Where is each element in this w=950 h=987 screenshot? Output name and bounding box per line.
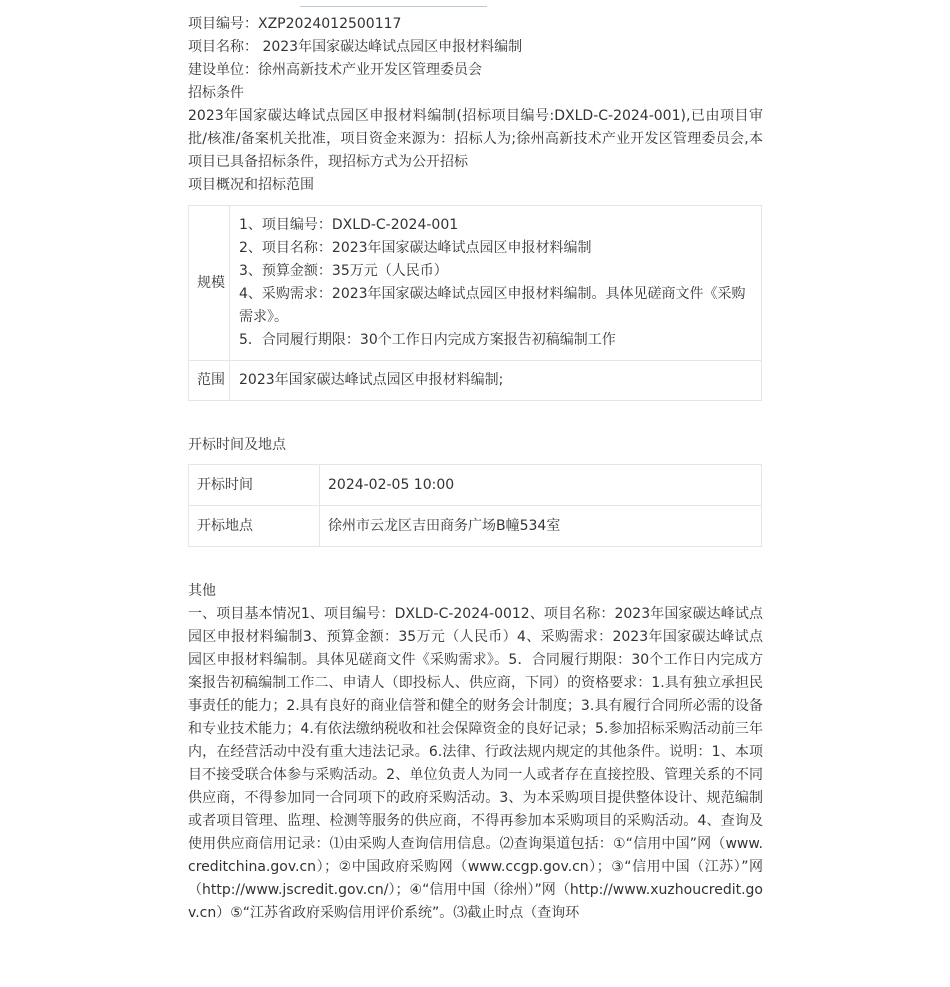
top-divider	[300, 6, 487, 7]
other-text: 一、项目基本情况1、项目编号：DXLD-C-2024-0012、项目名称：2023年国家碳达峰试点园区申报材料编制3、预算金额：35万元（人民币）4、采购需求：2023年国家碳达峰试点园区申报材料编制。具体见磋商文件《采购需求》。5．合同履行期限：30个工作日内完成方案报告初稿编制工作二、申请人（即投标人、供应商，下同）的资格要求：1.具有独立承担民事责任的能力；2.具有良好的商业信誉和健全的财务会计制度；3.具有履行合同所必需的设备和专业技术能力；4.有依法缴纳税收和社会保障资金的良好记录；5.参加招标采购活动前三年内，在经营活动中没有重大违法记录。6.法律、行政法规内规定的其他条件。说明：1、本项目不接受联合体参与采购活动。2、单位负责人为同一人或者存在直接控股、管理关系的不同供应商，不得参加同一合同项下的政府采购活动。3、为本采购项目提供整体设计、规范编制或者项目管理、监理、检测等服务的供应商，不得再参加本采购项目的采购活动。4、查询及使用供应商信用记录：⑴由采购人查询信用信息。⑵查询渠道包括：①“信用中国”网（www.creditchina.gov.cn）；②中国政府采购网（www.ccgp.gov.cn）；③“信用中国（江苏）”网（http://www.jscredit.gov.cn/）；④“信用中国（徐州）”网（http://www.xuzhoucredit.gov.cn）⑤“江苏省政府采购信用评价系统”。⑶截止时点（查询环	[188, 606, 763, 921]
project-number: 项目编号：XZP2024012500117	[188, 16, 402, 32]
project-name: 项目名称： 2023年国家碳达峰试点园区申报材料编制	[188, 39, 523, 55]
bid-opening-title: 开标时间及地点	[188, 437, 286, 453]
range-text: 2023年国家碳达峰试点园区申报材料编制;	[230, 361, 762, 401]
bid-place-value: 徐州市云龙区吉田商务广场B幢534室	[320, 506, 762, 547]
scale-item: 5．合同履行期限：30个工作日内完成方案报告初稿编制工作	[239, 332, 616, 348]
overview-title: 项目概况和招标范围	[188, 177, 314, 193]
other-title: 其他	[188, 583, 216, 599]
bid-place-label: 开标地点	[189, 506, 320, 547]
tender-conditions-text: 2023年国家碳达峰试点园区申报材料编制(招标项目编号:DXLD-C-2024-001),已由项目审批/核准/备案机关批准，项目资金来源为：招标人为;徐州高新技术产业开发区管理委员会,本项目已具备招标条件，现招标方式为公开招标	[188, 108, 763, 170]
scale-item: 4、采购需求：2023年国家碳达峰试点园区申报材料编制。具体见磋商文件《采购需求》。	[239, 286, 746, 325]
range-label: 范围	[189, 361, 230, 401]
scale-item: 3、预算金额：35万元（人民币）	[239, 263, 448, 279]
scale-item: 1、项目编号：DXLD-C-2024-001	[239, 217, 459, 233]
scale-row	[189, 206, 762, 361]
scope-table	[188, 205, 762, 401]
announcement-content	[188, 13, 763, 925]
bid-time-row	[189, 465, 762, 506]
tender-conditions-title: 招标条件	[188, 85, 244, 101]
bid-opening-table	[188, 464, 762, 547]
construction-unit: 建设单位：徐州高新技术产业开发区管理委员会	[188, 62, 482, 78]
scale-label: 规模	[189, 206, 230, 361]
scale-items	[230, 206, 762, 361]
bid-time-value: 2024-02-05 10:00	[320, 465, 762, 506]
bid-time-label: 开标时间	[189, 465, 320, 506]
range-row	[189, 361, 762, 401]
scale-item: 2、项目名称：2023年国家碳达峰试点园区申报材料编制	[239, 240, 592, 256]
bid-place-row	[189, 506, 762, 547]
